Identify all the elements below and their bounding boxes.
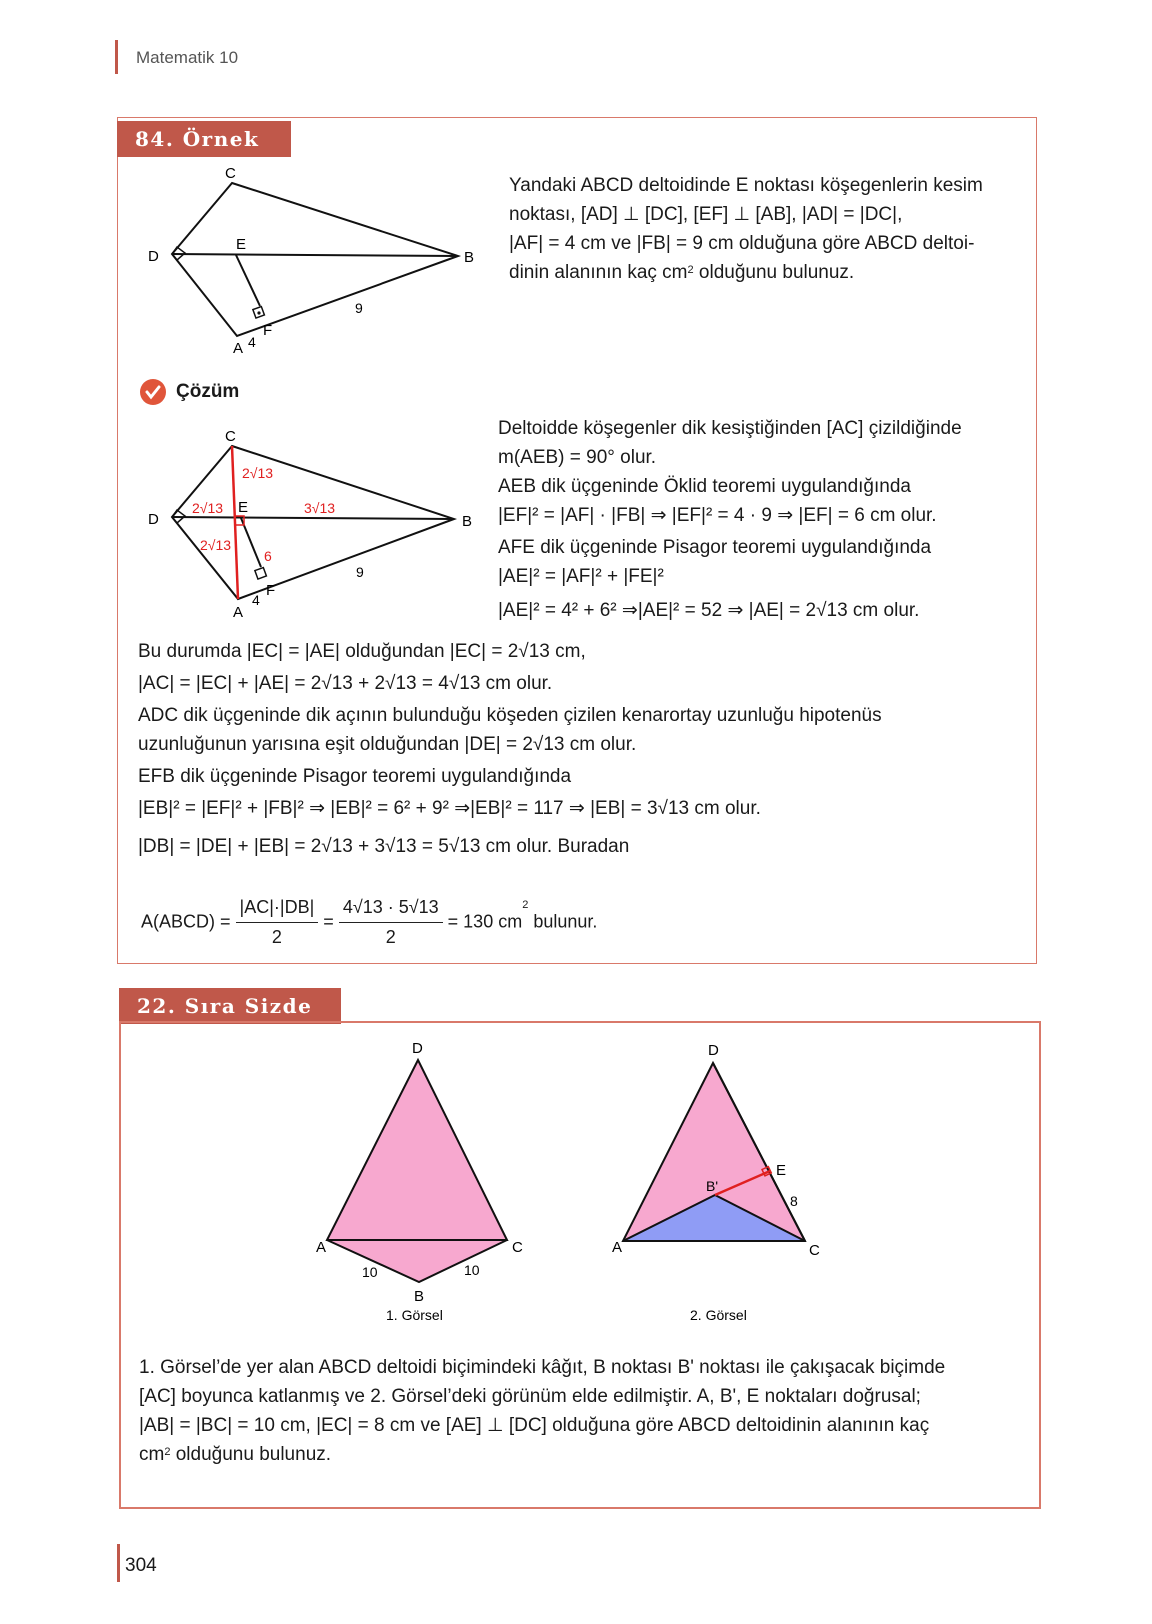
label-B: B <box>464 249 475 266</box>
example-tab: 84. Örnek <box>117 121 291 157</box>
denominator: 2 <box>385 927 396 947</box>
label-C: C <box>225 165 236 182</box>
label-D: D <box>412 1040 423 1057</box>
formula-rhs: = 130 cm <box>447 911 523 932</box>
label-D: D <box>708 1042 719 1059</box>
header-accent-bar <box>115 40 118 74</box>
solution-line: |AC| = |EC| + |AE| = 2√13 + 2√13 = 4√13 cm olur. <box>138 673 553 694</box>
question-text: olduğunu bulunuz. <box>693 262 855 283</box>
example-question <box>509 171 1024 287</box>
label-9: 9 <box>356 564 364 580</box>
label-ef: 6 <box>264 548 272 564</box>
solution-line: |AE|² = 4² + 6² ⇒|AE|² = 52 ⇒ |AE| = 2√13 cm olur. <box>498 600 920 621</box>
label-C: C <box>809 1242 820 1259</box>
question-text: cm <box>139 1444 165 1465</box>
label-bc: 10 <box>464 1262 480 1278</box>
example-figure <box>140 160 480 360</box>
fraction <box>236 893 319 952</box>
exercise-question <box>139 1353 1019 1469</box>
solution-line: m(AEB) = 90° olur. <box>498 447 657 468</box>
superscript: 2 <box>522 899 529 911</box>
caption-2: 2. Görsel <box>690 1307 747 1323</box>
solution-text-full <box>138 637 1038 861</box>
fraction <box>339 893 443 952</box>
numerator: 4√13 · 5√13 <box>339 893 443 923</box>
solution-line: ADC dik üçgeninde dik açının bulunduğu köşeden çizilen kenarortay uzunluğu hipotenüs <box>138 705 882 726</box>
label-9: 9 <box>355 300 363 316</box>
area-formula <box>141 893 597 952</box>
check-icon <box>140 379 166 405</box>
label-de: 2√13 <box>192 500 224 516</box>
superscript: 2 <box>687 264 694 276</box>
solution-line: uzunluğunun yarısına eşit olduğundan |DE| = 2√13 cm olur. <box>138 734 637 755</box>
label-B: B <box>414 1288 425 1305</box>
book-title: Matematik 10 <box>136 48 239 67</box>
question-text: dinin alanının kaç cm <box>509 262 688 283</box>
caption-1: 1. Görsel <box>386 1307 443 1323</box>
label-A: A <box>316 1239 327 1256</box>
solution-text-right <box>498 414 1028 625</box>
question-line <box>139 1440 1019 1469</box>
question-text: olduğunu bulunuz. <box>170 1444 332 1465</box>
solution-line: Deltoidde köşegenler dik kesiştiğinden [AC] çizildiğinde <box>498 418 962 439</box>
solution-title: Çözüm <box>176 381 240 402</box>
solution-line: AFE dik üçgeninde Pisagor teoremi uygulandığında <box>498 537 932 558</box>
label-ec: 2√13 <box>242 465 274 481</box>
label-C: C <box>512 1239 523 1256</box>
question-line: |AF| = 4 cm ve |FB| = 9 cm olduğuna göre ABCD deltoi- <box>509 233 975 254</box>
solution-line: |EF|² = |AF| · |FB| ⇒ |EF|² = 4 · 9 ⇒ |EF| = 6 cm olur. <box>498 505 937 526</box>
label-F: F <box>263 322 273 339</box>
label-A: A <box>233 340 244 357</box>
label-Bprime: B' <box>706 1178 719 1194</box>
label-ab: 10 <box>362 1264 378 1280</box>
question-line: |AB| = |BC| = 10 cm, |EC| = 8 cm ve [AE] ⊥ [DC] olduğuna göre ABCD deltoidinin alanının kaç <box>139 1415 930 1436</box>
formula-lhs: A(ABCD) = <box>141 911 231 932</box>
label-C: C <box>225 428 236 445</box>
equals: = <box>323 911 334 932</box>
exercise-figure-2 <box>600 1025 840 1325</box>
label-A: A <box>233 604 244 621</box>
page-number: 304 <box>125 1555 157 1576</box>
label-D: D <box>148 248 159 265</box>
solution-line: |DB| = |DE| + |EB| = 2√13 + 3√13 = 5√13 cm olur. Buradan <box>138 836 630 857</box>
superscript: 2 <box>164 1446 171 1458</box>
solution-line: AEB dik üçgeninde Öklid teoremi uygulandığında <box>498 476 911 497</box>
exercise-tab: 22. Sıra Sizde <box>119 988 341 1024</box>
denominator: 2 <box>271 927 282 947</box>
label-E: E <box>236 236 247 253</box>
numerator: |AC|·|DB| <box>236 893 319 923</box>
solution-line: Bu durumda |EC| = |AE| olduğundan |EC| = 2√13 cm, <box>138 641 586 662</box>
label-E: E <box>238 499 249 516</box>
label-4: 4 <box>252 592 260 608</box>
label-D: D <box>148 511 159 528</box>
question-line: [AC] boyunca katlanmış ve 2. Görsel’deki görünüm elde edilmiştir. A, B', E noktaları doğrusal; <box>139 1386 921 1407</box>
page-accent-bar <box>117 1544 120 1582</box>
solution-line: |EB|² = |EF|² + |FB|² ⇒ |EB|² = 6² + 9² ⇒|EB|² = 117 ⇒ |EB| = 3√13 cm olur. <box>138 798 761 819</box>
label-A: A <box>612 1239 623 1256</box>
solution-figure <box>140 423 480 623</box>
question-line: Yandaki ABCD deltoidinde E noktası köşegenlerin kesim <box>509 175 983 196</box>
label-B: B <box>462 513 473 530</box>
label-ea: 2√13 <box>200 537 232 553</box>
label-F: F <box>266 582 276 599</box>
label-ec: 8 <box>790 1193 798 1209</box>
question-line: noktası, [AD] ⊥ [DC], [EF] ⊥ [AB], |AD| = |DC|, <box>509 204 903 225</box>
label-E: E <box>776 1162 787 1179</box>
solution-line: EFB dik üçgeninde Pisagor teoremi uygulandığında <box>138 766 572 787</box>
solution-line: |AE|² = |AF|² + |FE|² <box>498 566 664 587</box>
question-line <box>509 258 1024 287</box>
label-eb: 3√13 <box>304 500 336 516</box>
exercise-figure-1 <box>300 1025 560 1325</box>
formula-end: bulunur. <box>533 911 598 932</box>
question-line: 1. Görsel’de yer alan ABCD deltoidi biçimindeki kâğıt, B noktası B' noktası ile çakışacak biçimde <box>139 1357 946 1378</box>
label-4: 4 <box>248 334 256 350</box>
